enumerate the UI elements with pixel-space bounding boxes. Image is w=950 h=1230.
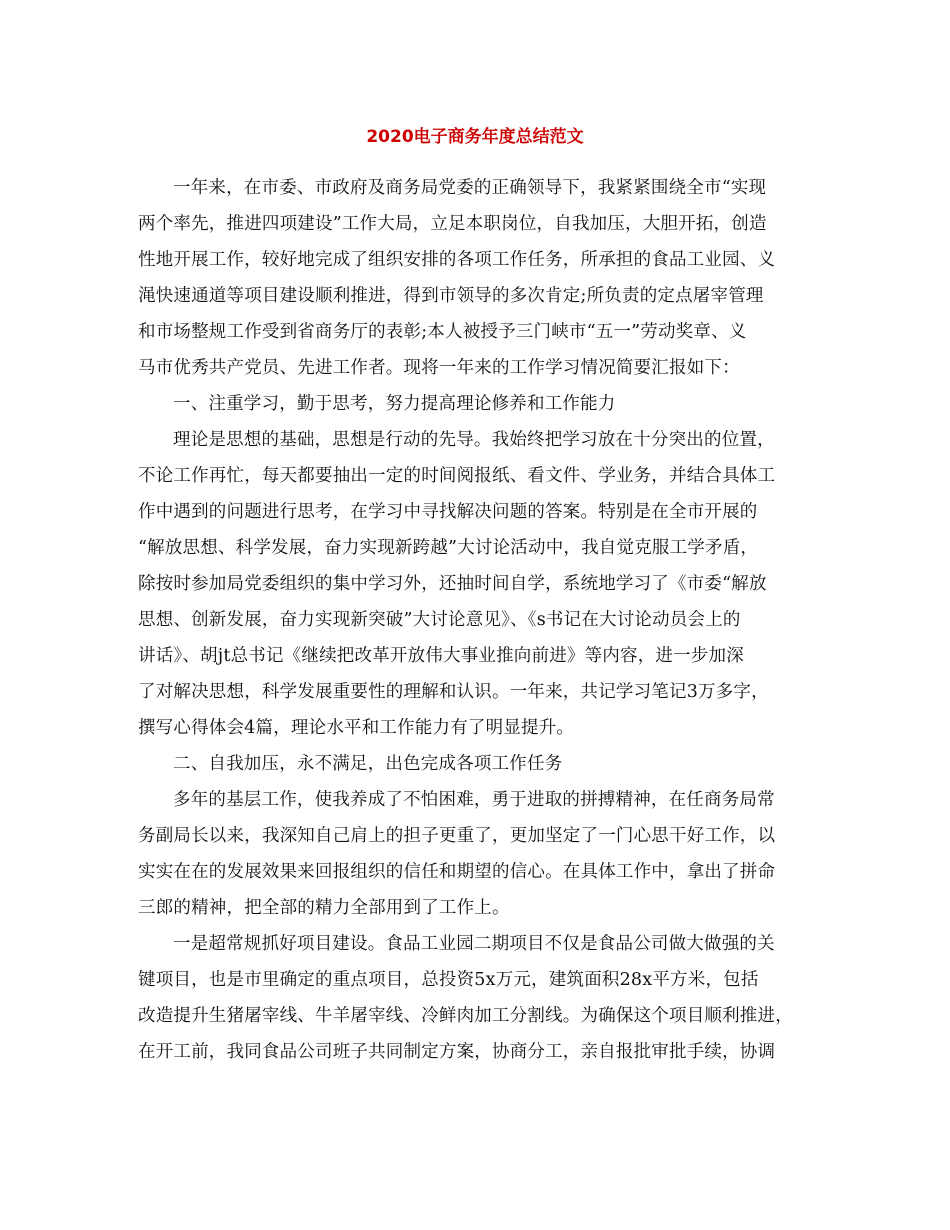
text-line: 在开工前，我同食品公司班子共同制定方案，协商分工，亲自报批审批手续，协调: [138, 1042, 776, 1062]
section-heading: 二、自我加压，永不满足，出色完成各项工作任务: [173, 754, 563, 774]
text-line: 讲话》、胡jt总书记《继续把改革开放伟大事业推向前进》等内容，进一步加深: [138, 646, 744, 666]
text-line: 了对解决思想，科学发展重要性的理解和认识。一年来，共记学习笔记3万多字，: [138, 682, 769, 702]
text-line: 实实在在的发展效果来回报组织的信任和期望的信心。在具体工作中，拿出了拼命: [138, 862, 776, 882]
text-line: 键项目，也是市里确定的重点项目，总投资5x万元，建筑面积28x平方米，包括: [138, 970, 759, 990]
text-line: 两个率先，推进四项建设”工作大局，立足本职岗位，自我加压，大胆开拓，创造: [138, 214, 767, 234]
section-heading: 一、注重学习，勤于思考，努力提高理论修养和工作能力: [173, 394, 616, 414]
text-line: “解放思想、科学发展，奋力实现新跨越”大讨论活动中，我自觉克服工学矛盾，: [138, 538, 759, 558]
text-line: 理论是思想的基础，思想是行动的先导。我始终把学习放在十分突出的位置，: [173, 430, 775, 450]
text-line: 一是超常规抓好项目建设。食品工业园二期项目不仅是食品公司做大做强的关: [173, 934, 775, 954]
text-line: 马市优秀共产党员、先进工作者。现将一年来的工作学习情况简要汇报如下：: [138, 358, 740, 378]
text-line: 和市场整规工作受到省商务厅的表彰;本人被授予三门峡市“五一”劳动奖章、义: [138, 322, 747, 342]
text-line: 一年来，在市委、市政府及商务局党委的正确领导下，我紧紧围绕全市“实现: [173, 178, 767, 198]
text-line: 除按时参加局党委组织的集中学习外，还抽时间自学，系统地学习了《市委“解放: [138, 574, 767, 594]
document-title: 2020电子商务年度总结范文: [366, 127, 584, 147]
text-line: 改造提升生猪屠宰线、牛羊屠宰线、冷鲜肉加工分割线。为确保这个项目顺利推进，: [138, 1006, 793, 1026]
text-line: 渑快速通道等项目建设顺利推进，得到市领导的多次肯定;所负责的定点屠宰管理: [138, 286, 764, 306]
text-line: 思想、创新发展，奋力实现新突破”大讨论意见》、《s书记在大讨论动员会上的: [138, 610, 741, 630]
text-line: 性地开展工作，较好地完成了组织安排的各项工作任务，所承担的食品工业园、义: [138, 250, 776, 270]
text-line: 作中遇到的问题进行思考，在学习中寻找解决问题的答案。特别是在全市开展的: [138, 502, 758, 522]
text-line: 撰写心得体会4篇，理论水平和工作能力有了明显提升。: [138, 718, 575, 738]
text-line: 多年的基层工作，使我养成了不怕困难，勇于进取的拼搏精神，在任商务局常: [173, 790, 775, 810]
text-line: 不论工作再忙，每天都要抽出一定的时间阅报纸、看文件、学业务，并结合具体工: [138, 466, 776, 486]
text-line: 三郎的精神，把全部的精力全部用到了工作上。: [138, 898, 510, 918]
text-line: 务副局长以来，我深知自己肩上的担子更重了，更加坚定了一门心思干好工作，以: [138, 826, 776, 846]
